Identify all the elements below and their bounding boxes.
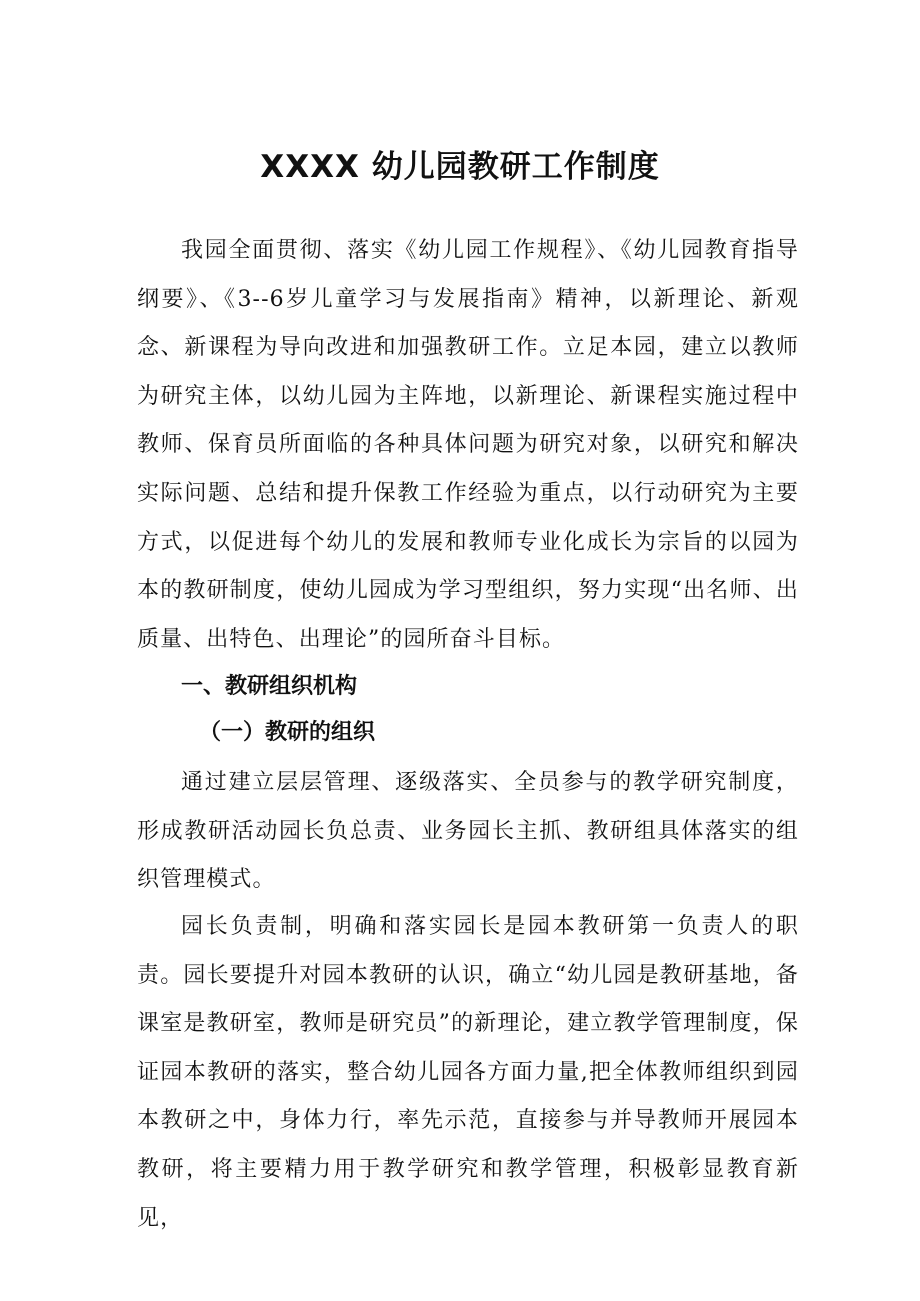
intro-paragraph: 我园全面贯彻、落实《幼儿园工作规程》、《幼儿园教育指导纲要》、《3--6岁儿童学习与发展指南》精神，以新理论、新观念、新课程为导向改进和加强教研工作。立足本园，建立以教师为研究主体，以幼儿园为主阵地，以新理论、新课程实施过程中教师、保育员所面临的各种具体问题为研究对象，以研究和解决实际问题、总结和提升保教工作经验为重点，以行动研究为主要方式，以促进每个幼儿的发展和教师专业化成长为宗旨的以园为本的教研制度，使幼儿园成为学习型组织，努力实现“出名师、出质量、出特色、出理论”的园所奋斗目标。 — [137, 238, 799, 652]
section-heading: 一、教研组织机构 — [181, 674, 358, 699]
document-title: XXXX 幼儿园教研工作制度 — [260, 148, 660, 185]
paragraph-principal-responsibility: 园长负责制，明确和落实园长是园本教研第一负责人的职责。园长要提升对园本教研的认识，确立“幼儿园是教研基地，备课室是教研室，教师是研究员”的新理论，建立教学管理制度，保证园本教研的落实，整合幼儿园各方面力量,把全体教师组织到园本教研之中，身体力行，率先示范，直接参与并导教师开展园本教研，将主要精力用于教学研究和教学管理，积极彰显教育新见， — [137, 914, 799, 1231]
paragraph-organization-model: 通过建立层层管理、逐级落实、全员参与的教学研究制度，形成教研活动园长负总责、业务园长主抓、教研组具体落实的组织管理模式。 — [137, 770, 799, 893]
subsection-heading: （一）教研的组织 — [199, 720, 376, 745]
